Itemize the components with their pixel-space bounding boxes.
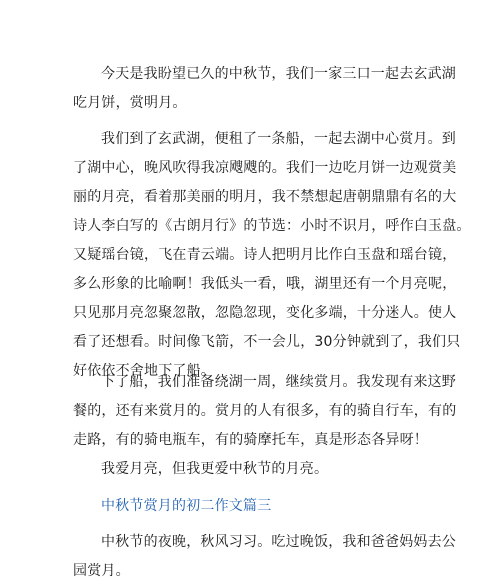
paragraph-line: 下了船，我们准备绕湖一周，继续赏月。我发现有来这野	[101, 374, 456, 390]
paragraph-line: 我爱月亮，但我更爱中秋节的月亮。	[101, 461, 329, 477]
paragraph-line: 好依依不舍地下了船。	[73, 363, 215, 379]
paragraph-line: 园赏月。	[73, 563, 130, 579]
paragraph-line: 看了还想看。时间像飞箭，不一会儿，30分钟就到了，我们只	[73, 334, 461, 350]
section-heading: 中秋节赏月的初二作文篇三	[101, 498, 272, 514]
paragraph-line: 走路，有的骑电瓶车，有的骑摩托车，真是形态各异呀！	[73, 432, 428, 448]
paragraph-line: 又疑瑶台镜，飞在青云端。诗人把明月比作白玉盘和瑶台镜，	[73, 247, 457, 263]
paragraph-line: 丽的月亮，看着那美丽的明月，我不禁想起唐朝鼎鼎有名的大	[73, 189, 457, 205]
paragraph-line: 中秋节的夜晚，秋风习习。吃过晚饭，我和爸爸妈妈去公	[101, 534, 456, 550]
paragraph-line: 诗人李白写的《古朗月行》的节选：小时不识月，呼作白玉盘。	[73, 218, 471, 234]
paragraph-line: 只见那月亮忽聚忽散，忽隐忽现，变化多端，十分迷人。使人	[73, 305, 457, 321]
paragraph-line: 了湖中心，晚风吹得我凉飕飕的。我们一边吃月饼一边观赏美	[73, 160, 457, 176]
paragraph-line: 今天是我盼望已久的中秋节，我们一家三口一起去玄武湖	[101, 66, 456, 82]
paragraph-line: 吃月饼，赏明月。	[73, 95, 187, 111]
paragraph-line: 我们到了玄武湖，便租了一条船，一起去湖中心赏月。到	[101, 131, 456, 147]
paragraph-line: 餐的，还有来赏月的。赏月的人有很多，有的骑自行车，有的	[73, 403, 457, 419]
paragraph-line: 多么形象的比喻啊！我低头一看，哦，湖里还有一个月亮呢，	[73, 276, 457, 292]
